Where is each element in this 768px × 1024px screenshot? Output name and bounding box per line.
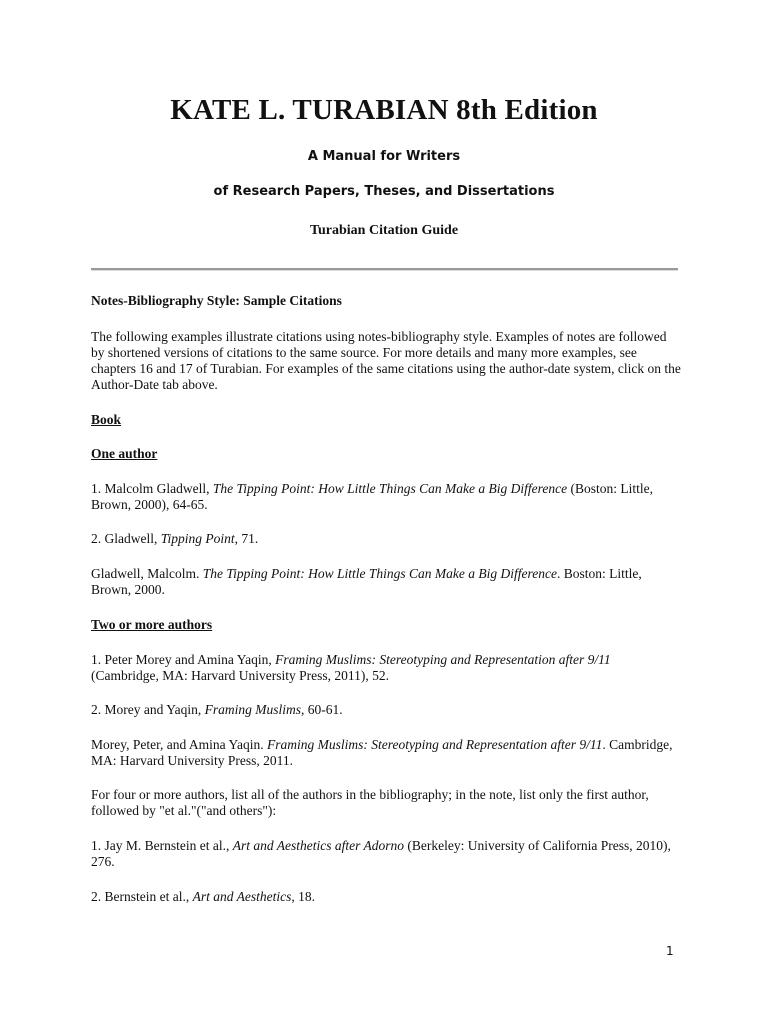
one-author-heading: One author	[91, 446, 158, 461]
document-subtitle-2: of Research Papers, Theses, and Dissertations	[213, 184, 555, 199]
note-text: 1. Malcolm Gladwell,	[91, 481, 213, 496]
two-authors-bibliography	[91, 737, 681, 769]
four-authors-explanation: For four or more authors, list all of the authors in the bibliography; in the note, list only the first author, followed by "et al."("and others"):	[91, 787, 649, 818]
note-text: 2. Morey and Yaqin,	[91, 702, 205, 717]
document-subtitle-1: A Manual for Writers	[307, 149, 461, 164]
one-author-note-2	[91, 531, 681, 547]
two-authors-note-1	[91, 652, 681, 684]
note-text: (Boston: Little, Brown, 2000), 64-65.	[91, 481, 653, 512]
note-text: 1. Peter Morey and Amina Yaqin,	[91, 652, 276, 667]
book-heading: Book	[91, 412, 122, 427]
book-title: Tipping Point	[160, 531, 235, 546]
section-heading: Notes-Bibliography Style: Sample Citations	[91, 293, 342, 308]
bib-text: Morey, Peter, and Amina Yaqin.	[91, 737, 267, 752]
one-author-note-1	[91, 481, 681, 513]
note-text: 2. Gladwell,	[91, 531, 161, 546]
two-authors-note-2	[91, 702, 681, 718]
four-authors-note-2	[91, 889, 681, 905]
bib-text: . Boston: Little, Brown, 2000.	[91, 566, 642, 597]
book-title: Framing Muslims: Stereotyping and Representation after 9/11	[275, 652, 611, 667]
document-title: KATE L. TURABIAN 8th Edition	[170, 94, 598, 126]
bib-text: . Cambridge, MA: Harvard University Press, 2011.	[91, 737, 673, 768]
note-text: , 71.	[234, 531, 259, 546]
note-text: 1. Jay M. Bernstein et al.,	[91, 838, 233, 853]
four-authors-note-1	[91, 838, 681, 870]
note-text: , 18.	[291, 889, 315, 904]
book-title: Art and Aesthetics after Adorno	[232, 838, 404, 853]
guide-title: Turabian Citation Guide	[309, 223, 459, 238]
note-text: (Berkeley: University of California Press, 2010), 276.	[91, 838, 671, 869]
intro-paragraph: The following examples illustrate citations using notes-bibliography style. Examples of notes are followed by shortened versions of citations to the same source. For more details and many more examples, see chapters 16 and 17 of Turabian. For examples of the same citations using the author-date system, click on the Author-Date tab above.	[91, 329, 681, 392]
book-title: Framing Muslims: Stereotyping and Representation after 9/11	[266, 737, 603, 752]
note-text: (Cambridge, MA: Harvard University Press, 2011), 52.	[91, 668, 389, 683]
book-title: Framing Muslims	[204, 702, 302, 717]
bib-text: Gladwell, Malcolm.	[91, 566, 203, 581]
book-title: The Tipping Point: How Little Things Can Make a Big Difference	[202, 566, 557, 581]
book-title: The Tipping Point: How Little Things Can Make a Big Difference	[212, 481, 568, 496]
horizontal-divider	[91, 268, 678, 271]
note-text: , 60-61.	[301, 702, 343, 717]
book-title: Art and Aesthetics	[192, 889, 292, 904]
one-author-bibliography	[91, 566, 681, 598]
note-text: 2. Bernstein et al.,	[91, 889, 193, 904]
two-authors-heading: Two or more authors	[91, 617, 213, 632]
page-number: 1	[666, 944, 674, 958]
